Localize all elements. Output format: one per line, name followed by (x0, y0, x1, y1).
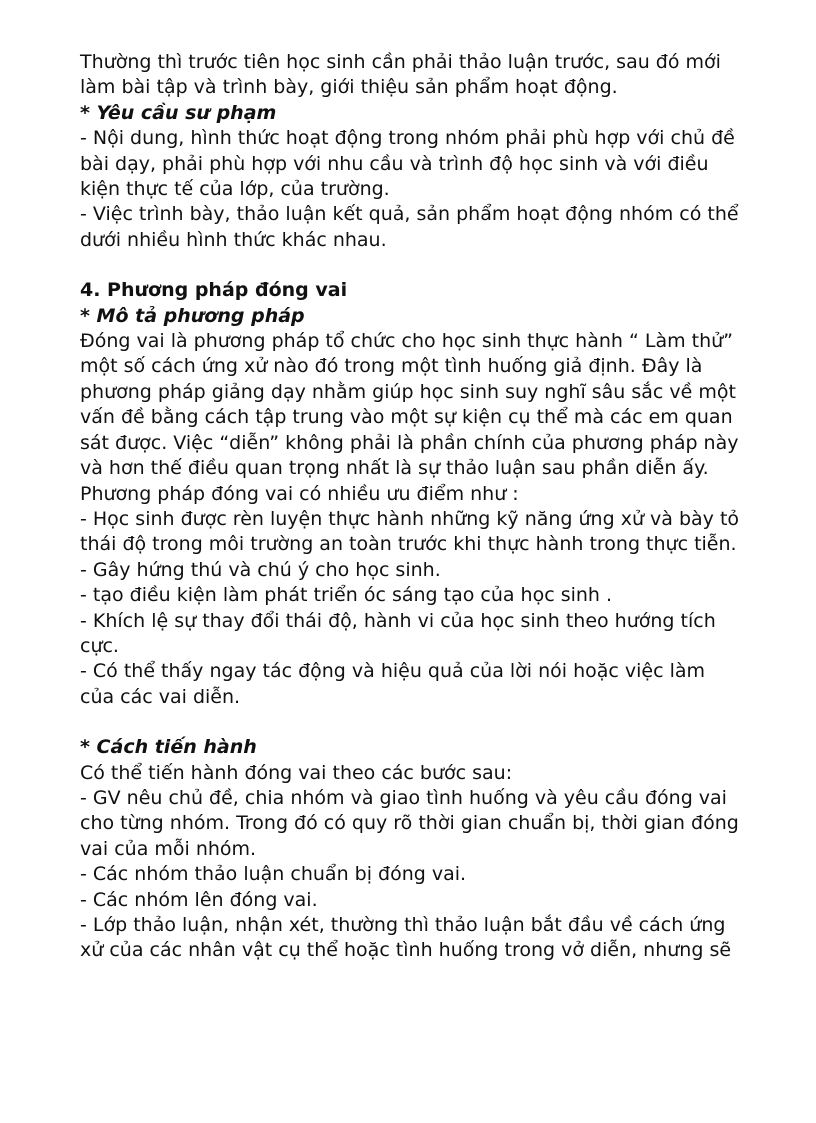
paragraph-spacer (80, 710, 740, 735)
procedure-intro: Có thể tiến hành đóng vai theo các bước sau: (80, 761, 513, 784)
list-item: - Nội dung, hình thức hoạt động trong nhóm phải phù hợp với chủ đề bài dạy, phải phù hợp với nhu cầu và trình độ học sinh và với điều kiện thực tế của lớp, của trường. (80, 127, 735, 201)
list-item: - Có thể thấy ngay tác động và hiệu quả của lời nói hoặc việc làm của các vai diễn. (80, 660, 706, 708)
paragraph-spacer (80, 253, 740, 278)
list-item: - Lớp thảo luận, nhận xét, thường thì thảo luận bắt đầu về cách ứng xử của các nhân vật cụ thể hoặc tình huống trong vở diễn, nhưng sẽ (80, 914, 732, 962)
document-page (80, 50, 740, 964)
advantages-intro: Phương pháp đóng vai có nhiều ưu điểm như : (80, 482, 519, 505)
procedure-heading: * Cách tiến hành (80, 736, 257, 759)
list-item: - GV nêu chủ đề, chia nhóm và giao tình huống và yêu cầu đóng vai cho từng nhóm. Trong đó có quy rõ thời gian chuẩn bị, thời gian đóng vai của mỗi nhóm. (80, 786, 739, 860)
pedagogy-heading: * Yêu cầu sư phạm (80, 101, 277, 124)
list-item: - Gây hứng thú và chú ý cho học sinh. (80, 558, 441, 581)
description-heading: * Mô tả phương pháp (80, 304, 305, 327)
list-item: - Việc trình bày, thảo luận kết quả, sản phẩm hoạt động nhóm có thể dưới nhiều hình thức khác nhau. (80, 203, 739, 251)
intro-paragraph: Thường thì trước tiên học sinh cần phải thảo luận trước, sau đó mới làm bài tập và trình bày, giới thiệu sản phẩm hoạt động. (80, 51, 721, 99)
list-item: - Các nhóm lên đóng vai. (80, 888, 318, 911)
description-paragraph: Đóng vai là phương pháp tổ chức cho học sinh thực hành “ Làm thử” một số cách ứng xử nào đó trong một tình huống giả định. Đây là phương pháp giảng dạy nhằm giúp học sinh suy nghĩ sâu sắc về một vấn đề bằng cách tập trung vào một sự kiện cụ thể mà các em quan sát được. Việc “diễn” không phải là phần chính của phương pháp này và hơn thế điều quan trọng nhất là sự thảo luận sau phần diễn ấy. (80, 330, 739, 480)
section-title: 4. Phương pháp đóng vai (80, 279, 348, 302)
list-item: - Học sinh được rèn luyện thực hành những kỹ năng ứng xử và bày tỏ thái độ trong môi trường an toàn trước khi thực hành trong thực tiễn. (80, 507, 740, 556)
list-item: - Khích lệ sự thay đổi thái độ, hành vi của học sinh theo hướng tích cực. (80, 609, 716, 657)
list-item: - Các nhóm thảo luận chuẩn bị đóng vai. (80, 863, 467, 886)
list-item: - tạo điều kiện làm phát triển óc sáng tạo của học sinh . (80, 584, 613, 607)
